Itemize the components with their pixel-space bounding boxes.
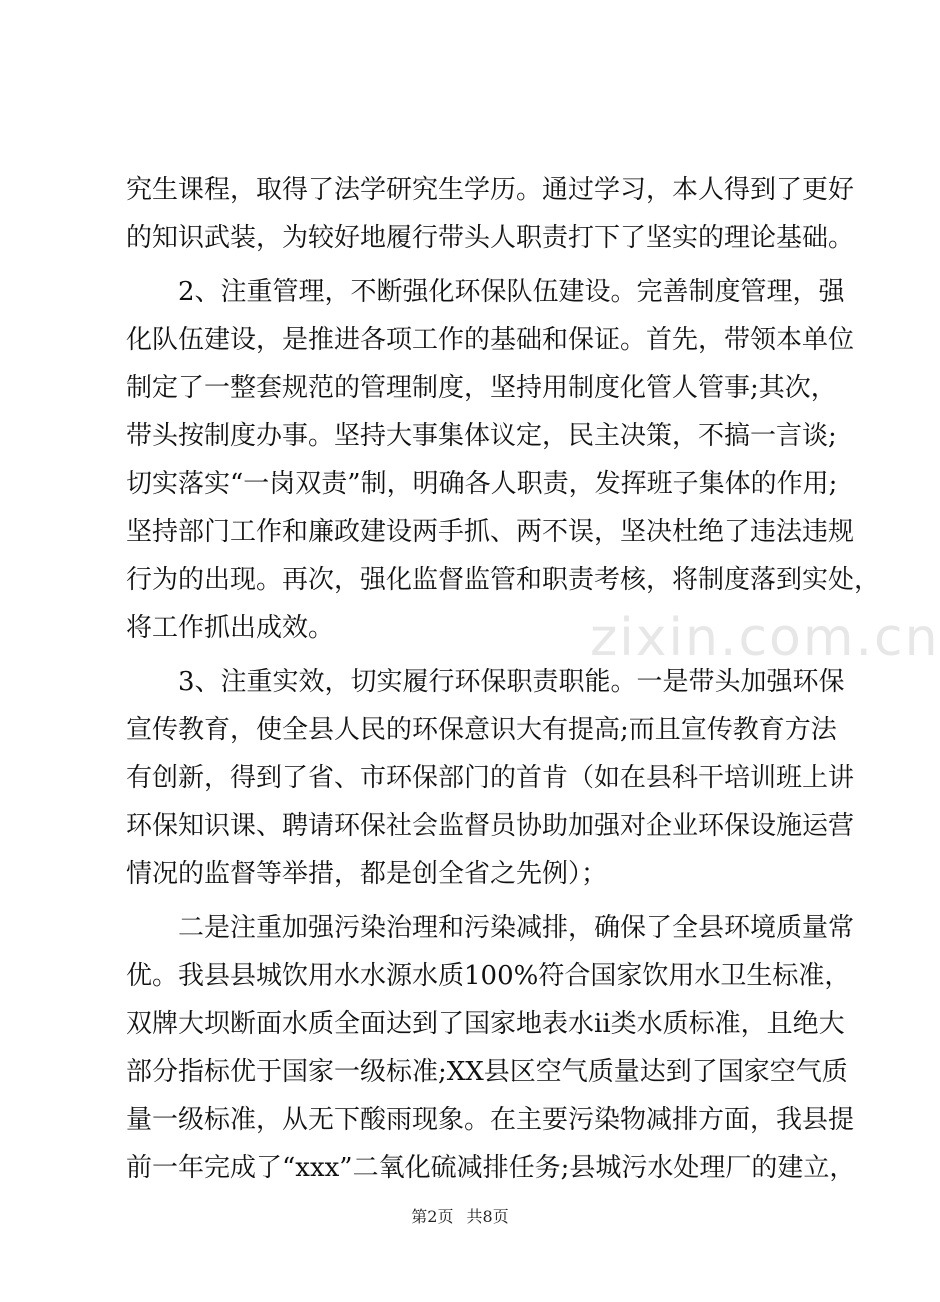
text-line: 前一年完成了“xxx”二氧化硫减排任务;县城污水处理厂的建立， (126, 1153, 856, 1183)
text-line: 二是注重加强污染治理和污染减排，确保了全县环境质量常 (178, 913, 855, 943)
text-line: 将工作抓出成效。 (126, 613, 335, 643)
paragraph (126, 658, 855, 898)
text-line: 优。我县县城饮用水水源水质100%符合国家饮用水卫生标准， (126, 961, 851, 991)
paragraph (126, 166, 855, 262)
text-line: 宣传教育，使全县人民的环保意识大有提高;而且宣传教育方法 (126, 715, 837, 745)
text-line: 部分指标优于国家一级标准;XX县区空气质量达到了国家空气质 (126, 1057, 848, 1087)
document-body (126, 166, 881, 1192)
text-line: 情况的监督等举措，都是创全省之先例）； (126, 859, 608, 889)
text-line: 环保知识课、聘请环保社会监督员协助加强对企业环保设施运营 (126, 811, 855, 841)
text-line: 双牌大坝断面水质全面达到了国家地表水ii类水质标准，且绝大 (126, 1009, 845, 1039)
watermark: zixin.com.cn (590, 608, 940, 668)
page-total: 共8页 (466, 1207, 509, 1226)
text-line: 量一级标准，从无下酸雨现象。在主要污染物减排方面，我县提 (126, 1105, 855, 1135)
text-line: 切实落实“一岗双责”制，明确各人职责，发挥班子集体的作用; (126, 469, 838, 499)
paragraph (126, 904, 856, 1192)
text-line: 究生课程，取得了法学研究生学历。通过学习，本人得到了更好 (126, 175, 855, 205)
text-line: 有创新，得到了省、市环保部门的首肯（如在县科干培训班上讲 (126, 763, 855, 793)
text-line: 3、注重实效，切实履行环保职责职能。一是带头加强环保 (178, 667, 845, 697)
page-number: 第2页 (411, 1207, 454, 1226)
text-line: 制定了一整套规范的管理制度，坚持用制度化管人管事;其次， (126, 373, 837, 403)
text-line: 的知识武装，为较好地履行带头人职责打下了坚实的理论基础。 (126, 223, 855, 253)
text-line: 行为的出现。再次，强化监督监管和职责考核，将制度落到实处， (126, 565, 881, 595)
text-line: 带头按制度办事。坚持大事集体议定，民主决策，不搞一言谈; (126, 421, 837, 451)
text-line: 化队伍建设，是推进各项工作的基础和保证。首先，带领本单位 (126, 325, 855, 355)
text-line: 2、注重管理，不断强化环保队伍建设。完善制度管理，强 (178, 277, 845, 307)
page-footer (0, 1204, 920, 1227)
text-line: 坚持部门工作和廉政建设两手抓、两不误，坚决杜绝了违法违规 (126, 517, 855, 547)
